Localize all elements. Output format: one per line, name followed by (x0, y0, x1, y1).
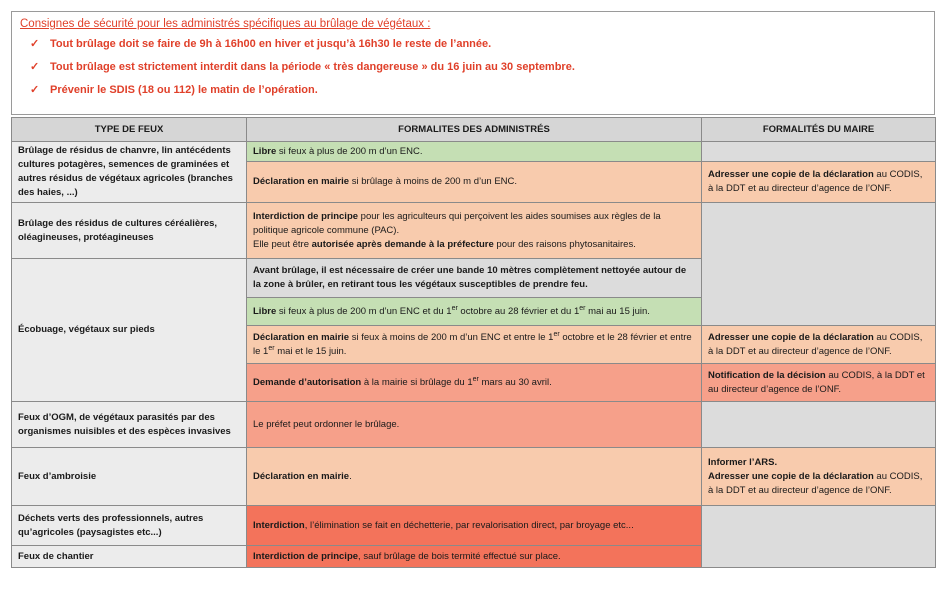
formalites-table (11, 117, 936, 568)
administres-cell: Interdiction, l’élimination se fait en déchetterie, par revalorisation direct, par broyage etc... (247, 506, 702, 546)
maire-cell (702, 142, 936, 162)
table-row (12, 506, 936, 546)
consigne-item: ✓ Tout brûlage est strictement interdit dans la période « très dangereuse » du 16 juin au 30 septembre. (20, 59, 934, 82)
type-cell: Brûlage des résidus de cultures céréalières, oléagineuses, protéagineuses (12, 203, 247, 259)
maire-cell: Adresser une copie de la déclaration au CODIS, à la DDT et au directeur d’agence de l’ONF. (702, 162, 936, 203)
table-header-row (12, 118, 936, 142)
consigne-item: ✓ Prévenir le SDIS (18 ou 112) le matin de l’opération. (20, 82, 934, 105)
table-row (12, 448, 936, 506)
type-cell: Écobuage, végétaux sur pieds (12, 259, 247, 402)
type-cell: Brûlage de résidus de chanvre, lin antécédents cultures potagères, semences de graminées et autres résidus de végétaux agricoles (branches des haies, ...) (12, 142, 247, 203)
consignes-title: Consignes de sécurité pour les administrés spécifiques au brûlage de végétaux : (20, 18, 431, 30)
maire-cell: Notification de la décision au CODIS, à la DDT et au directeur d’agence de l’ONF. (702, 364, 936, 402)
type-cell: Feux de chantier (12, 546, 247, 568)
administres-cell: Avant brûlage, il est nécessaire de créer une bande 10 mètres complètement nettoyée autour de la zone à brûler, en retirant tous les végétaux susceptibles de prendre feu. (247, 259, 702, 298)
administres-cell: Libre si feux à plus de 200 m d’un ENC et du 1er octobre au 28 février et du 1er mai au 15 juin. (247, 298, 702, 326)
check-icon: ✓ (30, 84, 40, 96)
check-icon: ✓ (30, 61, 40, 73)
consigne-item: ✓ Tout brûlage doit se faire de 9h à 16h00 en hiver et jusqu’à 16h30 le reste de l’année. (20, 36, 934, 59)
administres-cell: Interdiction de principe pour les agriculteurs qui perçoivent les aides soumises aux règles de la politique agricole commune (PAC). Elle peut être autorisée après demande à la préfecture pour des raisons phytosanitaires. (247, 203, 702, 259)
header-formalites-administres: FORMALITES DES ADMINISTRÉS (247, 118, 702, 142)
maire-cell (702, 203, 936, 326)
table-row (12, 203, 936, 259)
maire-cell (702, 506, 936, 568)
type-cell: Feux d’ambroisie (12, 448, 247, 506)
header-formalites-maire: FORMALITÉS DU MAIRE (702, 118, 936, 142)
maire-cell (702, 402, 936, 448)
administres-cell: Le préfet peut ordonner le brûlage. (247, 402, 702, 448)
administres-cell: Déclaration en mairie si feux à moins de 200 m d’un ENC et entre le 1er octobre et le 28 février et entre le 1er mai et le 15 juin. (247, 326, 702, 364)
administres-cell: Déclaration en mairie. (247, 448, 702, 506)
administres-cell: Interdiction de principe, sauf brûlage de bois termité effectué sur place. (247, 546, 702, 568)
consignes-box (11, 11, 935, 115)
administres-cell: Déclaration en mairie si brûlage à moins de 200 m d’un ENC. (247, 162, 702, 203)
table-row (12, 142, 936, 162)
administres-cell: Libre si feux à plus de 200 m d’un ENC. (247, 142, 702, 162)
type-cell: Déchets verts des professionnels, autres qu’agricoles (paysagistes etc...) (12, 506, 247, 546)
check-icon: ✓ (30, 38, 40, 50)
type-cell: Feux d’OGM, de végétaux parasités par des organismes nuisibles et des espèces invasives (12, 402, 247, 448)
maire-cell: Adresser une copie de la déclaration au CODIS, à la DDT et au directeur d’agence de l’ONF. (702, 326, 936, 364)
consignes-list (20, 36, 934, 105)
administres-cell: Demande d’autorisation à la mairie si brûlage du 1er mars au 30 avril. (247, 364, 702, 402)
header-type-de-feux: TYPE DE FEUX (12, 118, 247, 142)
maire-cell: Informer l’ARS. Adresser une copie de la déclaration au CODIS, à la DDT et au directeur d’agence de l’ONF. (702, 448, 936, 506)
table-row (12, 402, 936, 448)
